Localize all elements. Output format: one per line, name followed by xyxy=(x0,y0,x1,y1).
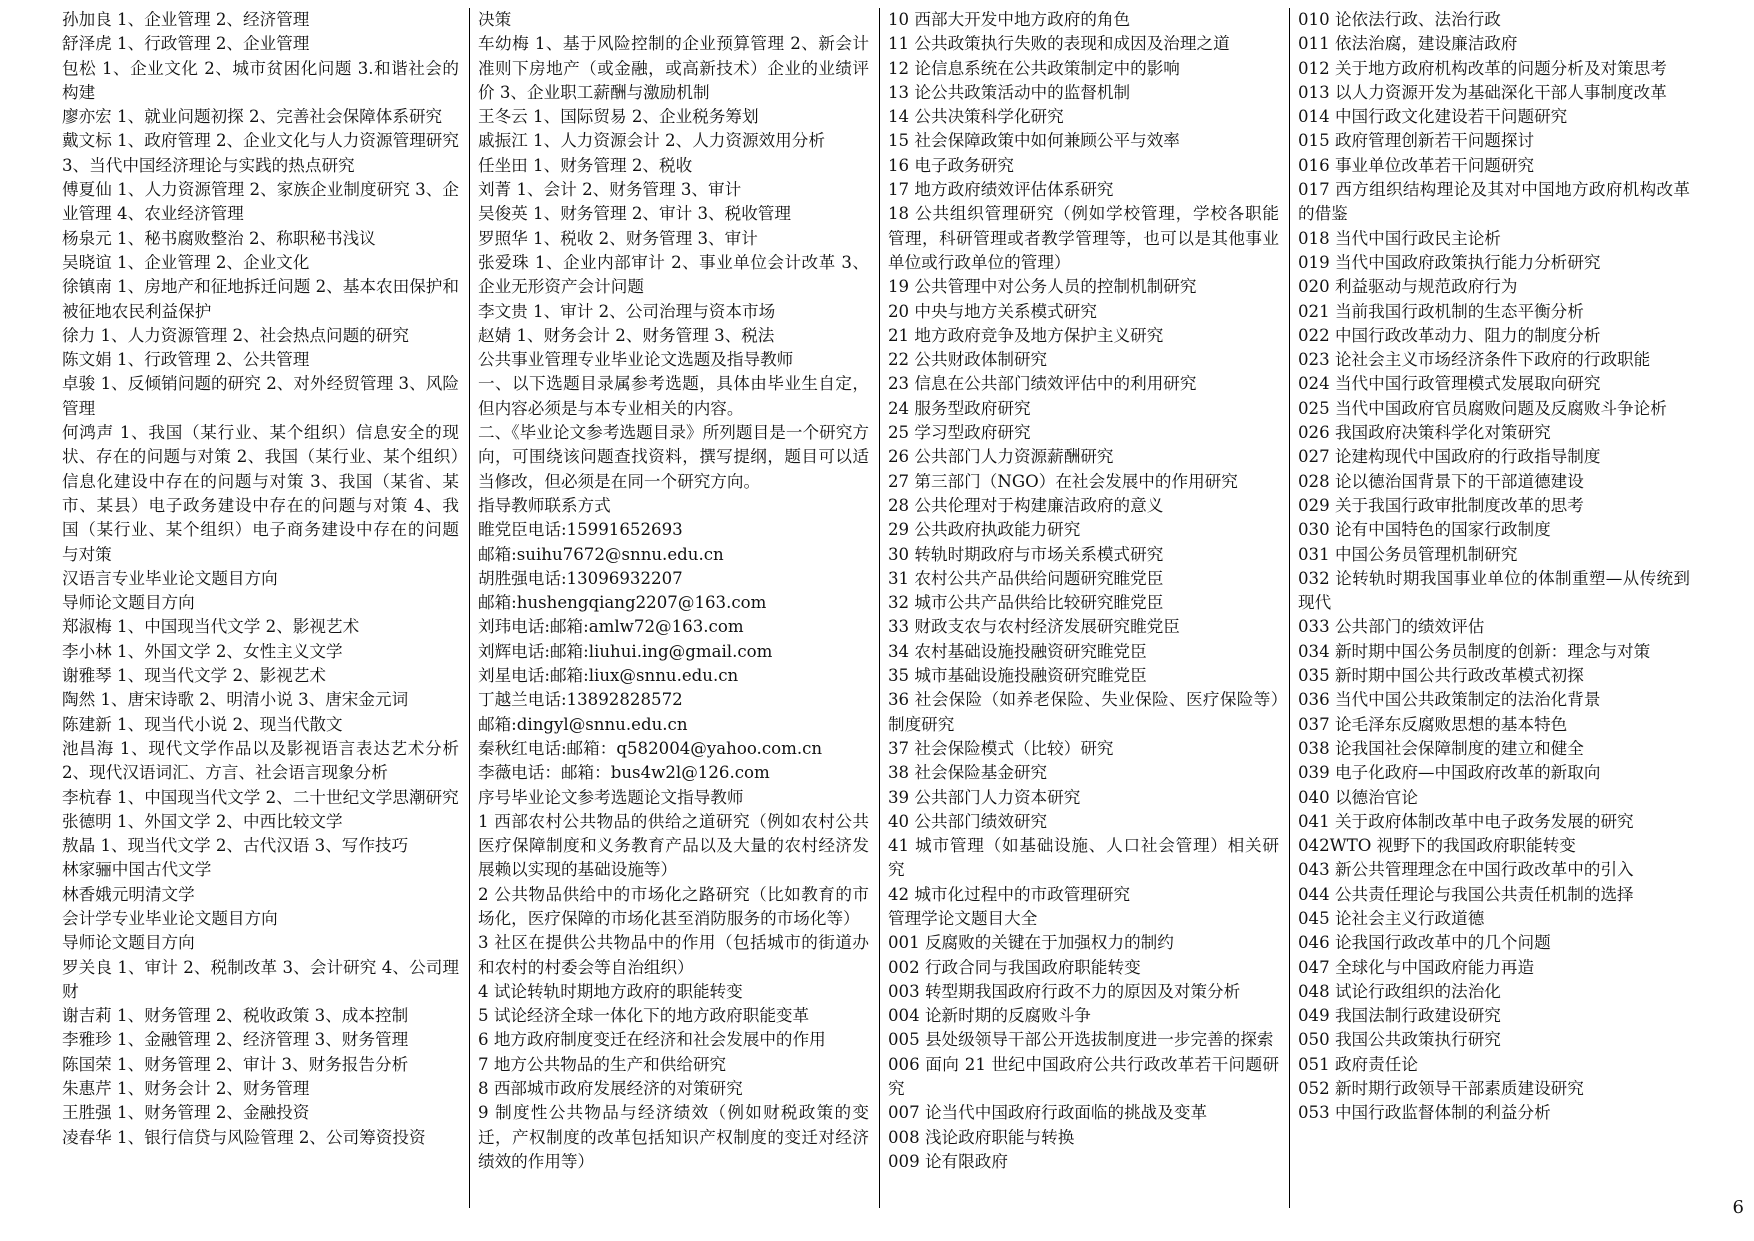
text-line: 037 论毛泽东反腐败思想的基本特色 xyxy=(1298,714,1568,734)
text-line: 谢吉莉 1、财务管理 2、税收政策 3、成本控制 xyxy=(62,1006,409,1026)
text-line: 009 论有限政府 xyxy=(888,1151,1008,1171)
text-line: 李薇电话：邮箱：bus4w2l@126.com xyxy=(478,763,770,783)
text-line: 11 公共政策执行失败的表现和成因及治理之道 xyxy=(888,34,1230,54)
text-line: 杨泉元 1、秘书腐败整治 2、称职秘书浅议 xyxy=(62,228,376,248)
text-line: 12 论信息系统在公共政策制定中的影响 xyxy=(888,58,1180,78)
text-column-1 xyxy=(60,8,470,1208)
text-line: 028 论以德治国背景下的干部道德建设 xyxy=(1298,471,1584,491)
text-line: 李文贵 1、审计 2、公司治理与资本市场 xyxy=(478,301,776,321)
text-line: 邮箱:suihu7672@snnu.edu.cn xyxy=(478,544,724,564)
text-line: 王冬云 1、国际贸易 2、企业税务筹划 xyxy=(478,107,759,127)
text-line: 吴晓谊 1、企业管理 2、企业文化 xyxy=(62,252,310,272)
text-line: 005 县处级领导干部公开选拔制度进一步完善的探索 xyxy=(888,1030,1274,1050)
text-line: 035 新时期中国公共行政改革模式初探 xyxy=(1298,666,1584,686)
text-line: 047 全球化与中国政府能力再造 xyxy=(1298,957,1535,977)
text-line: 012 关于地方政府机构改革的问题分析及对策思考 xyxy=(1298,58,1667,78)
text-line: 25 学习型政府研究 xyxy=(888,423,1031,443)
text-line: 039 电子化政府—中国政府改革的新取向 xyxy=(1298,763,1601,783)
text-line: 7 地方公共物品的生产和供给研究 xyxy=(478,1054,727,1074)
text-line: 2 公共物品供给中的市场化之路研究（比如教育的市场化，医疗保障的市场化甚至消防服务的市场化等） xyxy=(478,884,869,928)
text-line: 21 地方政府竞争及地方保护主义研究 xyxy=(888,325,1164,345)
text-line: 会计学专业毕业论文题目方向 xyxy=(62,908,278,928)
text-line: 049 我国法制行政建设研究 xyxy=(1298,1006,1501,1026)
text-line: 010 论依法行政、法治行政 xyxy=(1298,10,1501,29)
text-line: 28 公共伦理对于构建廉洁政府的意义 xyxy=(888,495,1164,515)
text-line: 26 公共部门人力资源薪酬研究 xyxy=(888,447,1114,467)
text-line: 5 试论经济全球一体化下的地方政府职能变革 xyxy=(478,1006,810,1026)
text-line: 40 公共部门绩效研究 xyxy=(888,811,1048,831)
text-line: 034 新时期中国公务员制度的创新：理念与对策 xyxy=(1298,641,1651,661)
text-line: 任坐田 1、财务管理 2、税收 xyxy=(478,155,693,175)
text-line: 019 当代中国政府政策执行能力分析研究 xyxy=(1298,252,1601,272)
text-line: 刘菁 1、会计 2、财务管理 3、审计 xyxy=(478,180,742,200)
text-line: 30 转轨时期政府与市场关系模式研究 xyxy=(888,544,1164,564)
text-line: 37 社会保险模式（比较）研究 xyxy=(888,738,1114,758)
text-line: 043 新公共管理理念在中国行政改革中的引入 xyxy=(1298,860,1634,880)
text-line: 025 当代中国政府官员腐败问题及反腐败斗争论析 xyxy=(1298,398,1667,418)
text-line: 053 中国行政监督体制的利益分析 xyxy=(1298,1103,1551,1123)
text-line: 36 社会保险（如养老保险、失业保险、医疗保险等）制度研究 xyxy=(888,690,1279,734)
text-line: 朱惠芹 1、财务会计 2、财务管理 xyxy=(62,1079,310,1099)
text-line: 041 关于政府体制改革中电子政务发展的研究 xyxy=(1298,811,1634,831)
text-line: 1 西部农村公共物品的供给之道研究（例如农村公共医疗保障制度和义务教育产品以及大量的农村经济发展赖以实现的基础设施等） xyxy=(478,811,869,880)
text-line: 032 论转轨时期我国事业单位的体制重塑—从传统到现代 xyxy=(1298,568,1690,613)
text-line: 044 公共责任理论与我国公共责任机制的选择 xyxy=(1298,884,1634,904)
text-line: 戴文标 1、政府管理 2、企业文化与人力资源管理研究 3、当代中国经济理论与实践的热点研究 xyxy=(62,131,459,175)
text-line: 20 中央与地方关系模式研究 xyxy=(888,301,1097,321)
text-line: 敖晶 1、现当代文学 2、古代汉语 3、写作技巧 xyxy=(62,836,409,856)
text-line: 038 论我国社会保障制度的建立和健全 xyxy=(1298,738,1584,758)
text-line: 32 城市公共产品供给比较研究睢党臣 xyxy=(888,593,1164,613)
text-line: 罗关良 1、审计 2、税制改革 3、会计研究 4、公司理财 xyxy=(62,957,459,1001)
text-line: 睢党臣电话:15991652693 xyxy=(478,520,683,540)
text-line: 谢雅琴 1、现当代文学 2、影视艺术 xyxy=(62,666,326,686)
text-line: 8 西部城市政府发展经济的对策研究 xyxy=(478,1079,743,1099)
text-line: 016 事业单位改革若干问题研究 xyxy=(1298,155,1535,175)
text-line: 4 试论转轨时期地方政府的职能转变 xyxy=(478,981,743,1001)
text-line: 卓骏 1、反倾销问题的研究 2、对外经贸管理 3、风险管理 xyxy=(62,374,459,418)
text-line: 15 社会保障政策中如何兼顾公平与效率 xyxy=(888,131,1180,151)
text-line: 036 当代中国公共政策制定的法治化背景 xyxy=(1298,690,1601,710)
text-line: 024 当代中国行政管理模式发展取向研究 xyxy=(1298,374,1601,394)
text-column-3 xyxy=(880,8,1290,1208)
text-line: 李杭春 1、中国现当代文学 2、二十世纪文学思潮研究 xyxy=(62,787,459,807)
text-line: 指导教师联系方式 xyxy=(478,495,611,515)
text-line: 050 我国公共政策执行研究 xyxy=(1298,1030,1501,1050)
text-line: 导师论文题目方向 xyxy=(62,933,195,953)
text-line: 042WTO 视野下的我国政府职能转变 xyxy=(1298,836,1576,856)
text-line: 序号毕业论文参考选题论文指导教师 xyxy=(478,787,744,807)
text-line: 秦秋红电话:邮箱：q582004@yahoo.com.cn xyxy=(478,738,823,758)
text-line: 陈文娟 1、行政管理 2、公共管理 xyxy=(62,350,310,370)
text-line: 一、以下选题目录属参考选题，具体由毕业生自定，但内容必须是与本专业相关的内容。 xyxy=(478,374,869,418)
text-line: 045 论社会主义行政道德 xyxy=(1298,908,1485,928)
text-line: 10 西部大开发中地方政府的角色 xyxy=(888,10,1131,29)
text-line: 罗照华 1、税收 2、财务管理 3、审计 xyxy=(478,228,758,248)
text-line: 何鸿声 1、我国（某行业、某个组织）信息安全的现状、存在的问题与对策 2、我国（某行业、某个组织）信息化建设中存在的问题与对策 3、我国（某省、某市、某县）电子政务建设中存在的问题与对策 4、我国（某行业、某个组织）电子商务建设中存在的问题与对策 xyxy=(62,423,459,564)
text-line: 邮箱:hushengqiang2207@163.com xyxy=(478,593,767,613)
text-line: 张德明 1、外国文学 2、中西比较文学 xyxy=(62,811,343,831)
text-line: 38 社会保险基金研究 xyxy=(888,763,1048,783)
text-line: 41 城市管理（如基础设施、人口社会管理）相关研究 xyxy=(888,836,1279,880)
text-line: 公共事业管理专业毕业论文选题及指导教师 xyxy=(478,350,794,370)
text-line: 王胜强 1、财务管理 2、金融投资 xyxy=(62,1103,310,1123)
text-line: 046 论我国行政改革中的几个问题 xyxy=(1298,933,1551,953)
text-line: 34 农村基础设施投融资研究睢党臣 xyxy=(888,641,1147,661)
text-line: 027 论建构现代中国政府的行政指导制度 xyxy=(1298,447,1601,467)
text-line: 丁越兰电话:13892828572 xyxy=(478,690,683,710)
text-line: 022 中国行政改革动力、阻力的制度分析 xyxy=(1298,325,1601,345)
text-line: 导师论文题目方向 xyxy=(62,593,195,613)
text-line: 048 试论行政组织的法治化 xyxy=(1298,981,1501,1001)
text-line: 029 关于我国行政审批制度改革的思考 xyxy=(1298,495,1584,515)
text-line: 051 政府责任论 xyxy=(1298,1054,1418,1074)
text-line: 傅夏仙 1、人力资源管理 2、家族企业制度研究 3、企业管理 4、农业经济管理 xyxy=(62,180,459,224)
text-line: 林家骊中国古代文学 xyxy=(62,860,212,880)
text-line: 006 面向 21 世纪中国政府公共行政改革若干问题研究 xyxy=(888,1054,1279,1099)
text-line: 陈建新 1、现当代小说 2、现当代散文 xyxy=(62,714,343,734)
text-line: 31 农村公共产品供给问题研究睢党臣 xyxy=(888,568,1164,588)
text-line: 033 公共部门的绩效评估 xyxy=(1298,617,1485,637)
text-line: 015 政府管理创新若干问题探讨 xyxy=(1298,131,1535,151)
text-line: 凌春华 1、银行信贷与风险管理 2、公司筹资投资 xyxy=(62,1127,426,1147)
text-line: 13 论公共政策活动中的监督机制 xyxy=(888,82,1131,102)
text-line: 16 电子政务研究 xyxy=(888,155,1014,175)
text-line: 008 浅论政府职能与转换 xyxy=(888,1127,1075,1147)
text-line: 14 公共决策科学化研究 xyxy=(888,107,1064,127)
text-line: 二、《毕业论文参考选题目录》所列题目是一个研究方向，可围绕该问题查找资料，撰写提纲，题目可以适当修改，但必须是在同一个研究方向。 xyxy=(478,423,869,491)
text-line: 39 公共部门人力资本研究 xyxy=(888,787,1081,807)
text-line: 刘星电话:邮箱:liux@snnu.edu.cn xyxy=(478,666,739,686)
text-line: 24 服务型政府研究 xyxy=(888,398,1031,418)
text-line: 19 公共管理中对公务人员的控制机制研究 xyxy=(888,277,1197,297)
text-line: 020 利益驱动与规范政府行为 xyxy=(1298,277,1518,297)
text-line: 021 当前我国行政机制的生态平衡分析 xyxy=(1298,301,1584,321)
text-line: 23 信息在公共部门绩效评估中的利用研究 xyxy=(888,374,1197,394)
text-line: 舒泽虎 1、行政管理 2、企业管理 xyxy=(62,34,310,54)
text-line: 刘玮电话:邮箱:amlw72@163.com xyxy=(478,617,744,637)
text-line: 9 制度性公共物品与经济绩效（例如财税政策的变迁，产权制度的改革包括知识产权制度的变迁对经济绩效的作用等） xyxy=(478,1103,869,1171)
text-line: 001 反腐败的关键在于加强权力的制约 xyxy=(888,933,1174,953)
text-line: 27 第三部门（NGO）在社会发展中的作用研究 xyxy=(888,471,1238,491)
text-line: 030 论有中国特色的国家行政制度 xyxy=(1298,520,1551,540)
text-line: 023 论社会主义市场经济条件下政府的行政职能 xyxy=(1298,350,1651,370)
text-line: 林香娥元明清文学 xyxy=(62,884,195,904)
text-line: 014 中国行政文化建设若干问题研究 xyxy=(1298,107,1568,127)
text-line: 22 公共财政体制研究 xyxy=(888,350,1048,370)
text-line: 011 依法治腐，建设廉洁政府 xyxy=(1298,34,1518,54)
text-line: 徐力 1、人力资源管理 2、社会热点问题的研究 xyxy=(62,325,409,345)
text-line: 018 当代中国行政民主论析 xyxy=(1298,228,1501,248)
text-line: 管理学论文题目大全 xyxy=(888,908,1038,928)
text-line: 29 公共政府执政能力研究 xyxy=(888,520,1081,540)
text-line: 郑淑梅 1、中国现当代文学 2、影视艺术 xyxy=(62,617,360,637)
text-column-4 xyxy=(1290,8,1700,1208)
text-line: 赵婧 1、财务会计 2、财务管理 3、税法 xyxy=(478,325,775,345)
text-line: 031 中国公务员管理机制研究 xyxy=(1298,544,1518,564)
document-page xyxy=(60,8,1700,1208)
text-line: 汉语言专业毕业论文题目方向 xyxy=(62,568,278,588)
text-line: 孙加良 1、企业管理 2、经济管理 xyxy=(62,10,310,29)
text-line: 胡胜强电话:13096932207 xyxy=(478,568,683,588)
text-line: 052 新时期行政领导干部素质建设研究 xyxy=(1298,1079,1584,1099)
text-line: 邮箱:dingyl@snnu.edu.cn xyxy=(478,714,688,734)
text-column-2 xyxy=(470,8,880,1208)
text-line: 040 以德治官论 xyxy=(1298,787,1418,807)
text-line: 002 行政合同与我国政府职能转变 xyxy=(888,957,1141,977)
text-line: 张爱珠 1、企业内部审计 2、事业单位会计改革 3、企业无形资产会计问题 xyxy=(478,252,869,297)
text-line: 003 转型期我国政府行政不力的原因及对策分析 xyxy=(888,981,1241,1001)
text-line: 6 地方政府制度变迁在经济和社会发展中的作用 xyxy=(478,1030,826,1050)
text-line: 007 论当代中国政府行政面临的挑战及变革 xyxy=(888,1103,1208,1123)
page-number: 6 xyxy=(1732,1197,1744,1218)
text-line: 吴俊英 1、财务管理 2、审计 3、税收管理 xyxy=(478,204,791,224)
text-line: 陶然 1、唐宋诗歌 2、明清小说 3、唐宋金元词 xyxy=(62,690,409,710)
text-line: 33 财政支农与农村经济发展研究睢党臣 xyxy=(888,617,1180,637)
text-line: 决策 xyxy=(478,10,512,29)
text-line: 徐镇南 1、房地产和征地拆迁问题 2、基本农田保护和被征地农民利益保护 xyxy=(62,277,459,321)
text-line: 廖亦宏 1、就业问题初探 2、完善社会保障体系研究 xyxy=(62,107,443,127)
text-line: 17 地方政府绩效评估体系研究 xyxy=(888,180,1114,200)
text-line: 3 社区在提供公共物品中的作用（包括城市的街道办和农村的村委会等自治组织） xyxy=(478,933,869,977)
text-line: 004 论新时期的反腐败斗争 xyxy=(888,1006,1091,1026)
text-line: 刘辉电话:邮箱:liuhui.ing@gmail.com xyxy=(478,641,773,661)
text-line: 42 城市化过程中的市政管理研究 xyxy=(888,884,1131,904)
text-line: 35 城市基础设施投融资研究睢党臣 xyxy=(888,666,1147,686)
text-line: 013 以人力资源开发为基础深化干部人事制度改革 xyxy=(1298,82,1667,102)
text-line: 包松 1、企业文化 2、城市贫困化问题 3.和谐社会的构建 xyxy=(62,58,459,102)
text-line: 车幼梅 1、基于风险控制的企业预算管理 2、新会计准则下房地产（或金融，或高新技术）企业的业绩评价 3、企业职工薪酬与激励机制 xyxy=(478,34,869,102)
text-line: 026 我国政府决策科学化对策研究 xyxy=(1298,423,1551,443)
text-line: 陈国荣 1、财务管理 2、审计 3、财务报告分析 xyxy=(62,1054,409,1074)
text-line: 李小林 1、外国文学 2、女性主义文学 xyxy=(62,641,343,661)
text-line: 池昌海 1、现代文学作品以及影视语言表达艺术分析 2、现代汉语词汇、方言、社会语言现象分析 xyxy=(62,738,459,783)
text-line: 017 西方组织结构理论及其对中国地方政府机构改革的借鉴 xyxy=(1298,180,1690,224)
text-line: 18 公共组织管理研究（例如学校管理，学校各职能管理，科研管理或者教学管理等，也可以是其他事业单位或行政单位的管理） xyxy=(888,204,1279,272)
text-line: 戚振江 1、人力资源会计 2、人力资源效用分析 xyxy=(478,131,825,151)
text-line: 李雅珍 1、金融管理 2、经济管理 3、财务管理 xyxy=(62,1030,409,1050)
